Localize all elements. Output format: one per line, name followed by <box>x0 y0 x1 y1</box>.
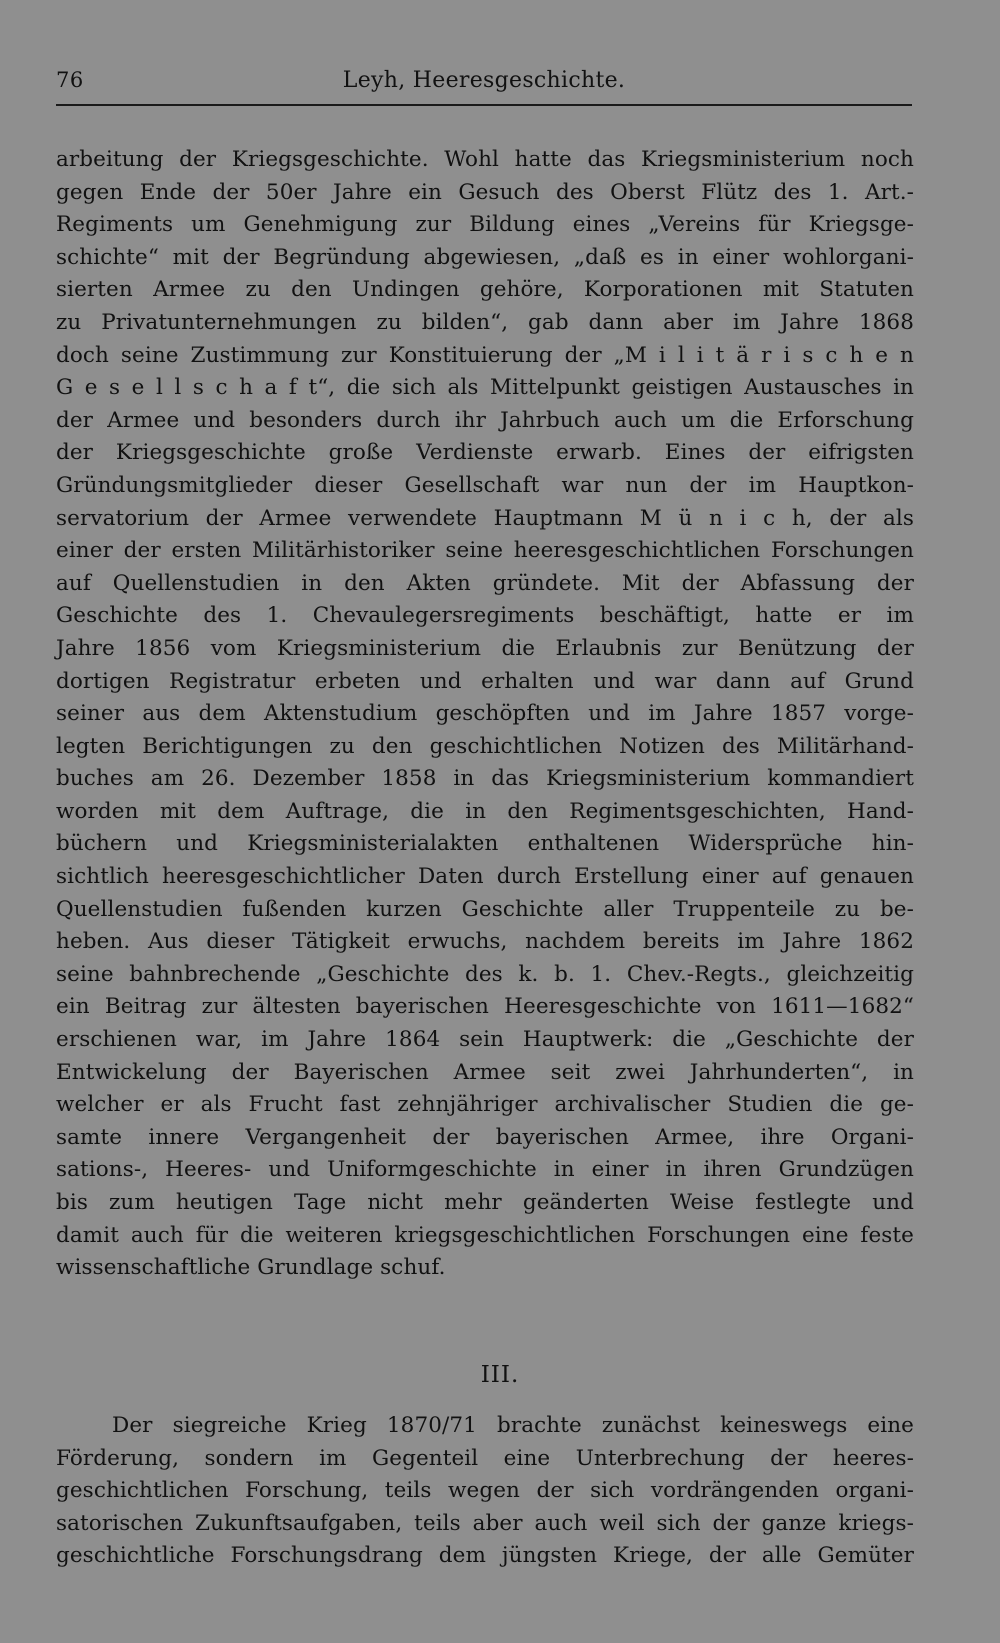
paragraph-one <box>56 144 914 1285</box>
text-line: erschienen war, im Jahre 1864 sein Hauptwerk: die „Geschichte der <box>56 1027 914 1053</box>
text-line: Entwickelung der Bayerischen Armee seit zwei Jahrhunderten“, in <box>56 1059 914 1085</box>
text-line: Jahre 1856 vom Kriegsministerium die Erlaubnis zur Benützung der <box>56 635 914 661</box>
text-line: worden mit dem Auftrage, die in den Regimentsgeschichten, Hand- <box>56 798 914 824</box>
text-line: bis zum heutigen Tage nicht mehr geänderten Weise festlegte und <box>56 1190 914 1215</box>
text-line: damit auch für die weiteren kriegsgeschichtlichen Forschungen eine feste <box>56 1222 914 1248</box>
text-line: ein Beitrag zur ältesten bayerischen Heeresgeschichte von 1611—1682“ <box>56 994 914 1020</box>
text-line: satorischen Zukunftsaufgaben, teils aber auch weil sich der ganze kriegs- <box>56 1510 914 1536</box>
page-header <box>56 68 912 102</box>
text-line: geschichtlichen Forschung, teils wegen der sich vordrängenden organi- <box>56 1478 914 1504</box>
text-line: seiner aus dem Aktenstudium geschöpften und im Jahre 1857 vorge- <box>56 701 914 727</box>
text-line: Regiments um Genehmigung zur Bildung eines „Vereins für Kriegsge- <box>56 212 914 238</box>
text-line: dortigen Registratur erbeten und erhalten und war dann auf Grund <box>56 668 914 694</box>
text-line: welcher er als Frucht fast zehnjähriger archivalischer Studien die ge- <box>56 1092 914 1118</box>
running-title: Leyh, Heeresgeschichte. <box>342 68 626 93</box>
text-line: einer der ersten Militärhistoriker seine heeresgeschichtlichen Forschungen <box>56 538 914 564</box>
text-line: büchern und Kriegsministerialakten enthaltenen Widersprüche hin- <box>56 831 914 857</box>
text-line: wissenschaftliche Grundlage schuf. <box>56 1255 446 1281</box>
text-line: Förderung, sondern im Gegenteil eine Unterbrechung der heeres- <box>56 1445 914 1471</box>
text-line: sierten Armee zu den Undingen gehöre, Korporationen mit Statuten <box>56 277 914 303</box>
text-line: arbeitung der Kriegsgeschichte. Wohl hatte das Kriegsministerium noch <box>56 147 914 172</box>
section-heading: III. <box>480 1362 520 1388</box>
text-line: sations-, Heeres- und Uniformgeschichte in einer in ihren Grundzügen <box>56 1157 914 1183</box>
text-line: heben. Aus dieser Tätigkeit erwuchs, nachdem bereits im Jahre 1862 <box>56 929 914 955</box>
text-line: buches am 26. Dezember 1858 in das Kriegsministerium kommandiert <box>56 766 914 792</box>
paragraph-two <box>56 1410 914 1573</box>
page-number: 76 <box>56 68 84 92</box>
text-line: gegen Ende der 50er Jahre ein Gesuch des Oberst Flütz des 1. Art.- <box>56 179 914 205</box>
text-line: sichtlich heeresgeschichtlicher Daten durch Erstellung einer auf genauen <box>56 864 914 890</box>
text-line: legten Berichtigungen zu den geschichtlichen Notizen des Militärhand- <box>56 733 914 759</box>
text-line: seine bahnbrechende „Geschichte des k. b. 1. Chev.-Regts., gleichzeitig <box>56 961 914 987</box>
text-line: G e s e l l s c h a f t“, die sich als Mittelpunkt geistigen Austausches in <box>56 375 914 401</box>
text-line: Gründungsmitglieder dieser Gesellschaft war nun der im Hauptkon- <box>56 472 914 498</box>
text-line: Geschichte des 1. Chevaulegersregiments beschäftigt, hatte er im <box>56 603 914 629</box>
text-line: der Kriegsgeschichte große Verdienste erwarb. Eines der eifrigsten <box>56 440 914 466</box>
text-line: Der siegreiche Krieg 1870/71 brachte zunächst keineswegs eine <box>112 1413 914 1438</box>
text-line: servatorium der Armee verwendete Hauptmann M ü n i c h, der als <box>56 505 914 531</box>
text-line: auf Quellenstudien in den Akten gründete. Mit der Abfassung der <box>56 570 914 596</box>
text-line: der Armee und besonders durch ihr Jahrbuch auch um die Erforschung <box>56 407 914 433</box>
text-line: Quellenstudien fußenden kurzen Geschichte aller Truppenteile zu be- <box>56 896 914 922</box>
text-line: doch seine Zustimmung zur Konstituierung der „M i l i t ä r i s c h e n <box>56 342 914 368</box>
text-line: geschichtliche Forschungsdrang dem jüngsten Kriege, der alle Gemüter <box>56 1543 914 1569</box>
header-rule <box>56 104 912 106</box>
text-line: schichte“ mit der Begründung abgewiesen, „daß es in einer wohlorgani- <box>56 244 914 270</box>
text-line: zu Privatunternehmungen zu bilden“, gab dann aber im Jahre 1868 <box>56 309 914 335</box>
text-line: samte innere Vergangenheit der bayerischen Armee, ihre Organi- <box>56 1124 914 1150</box>
